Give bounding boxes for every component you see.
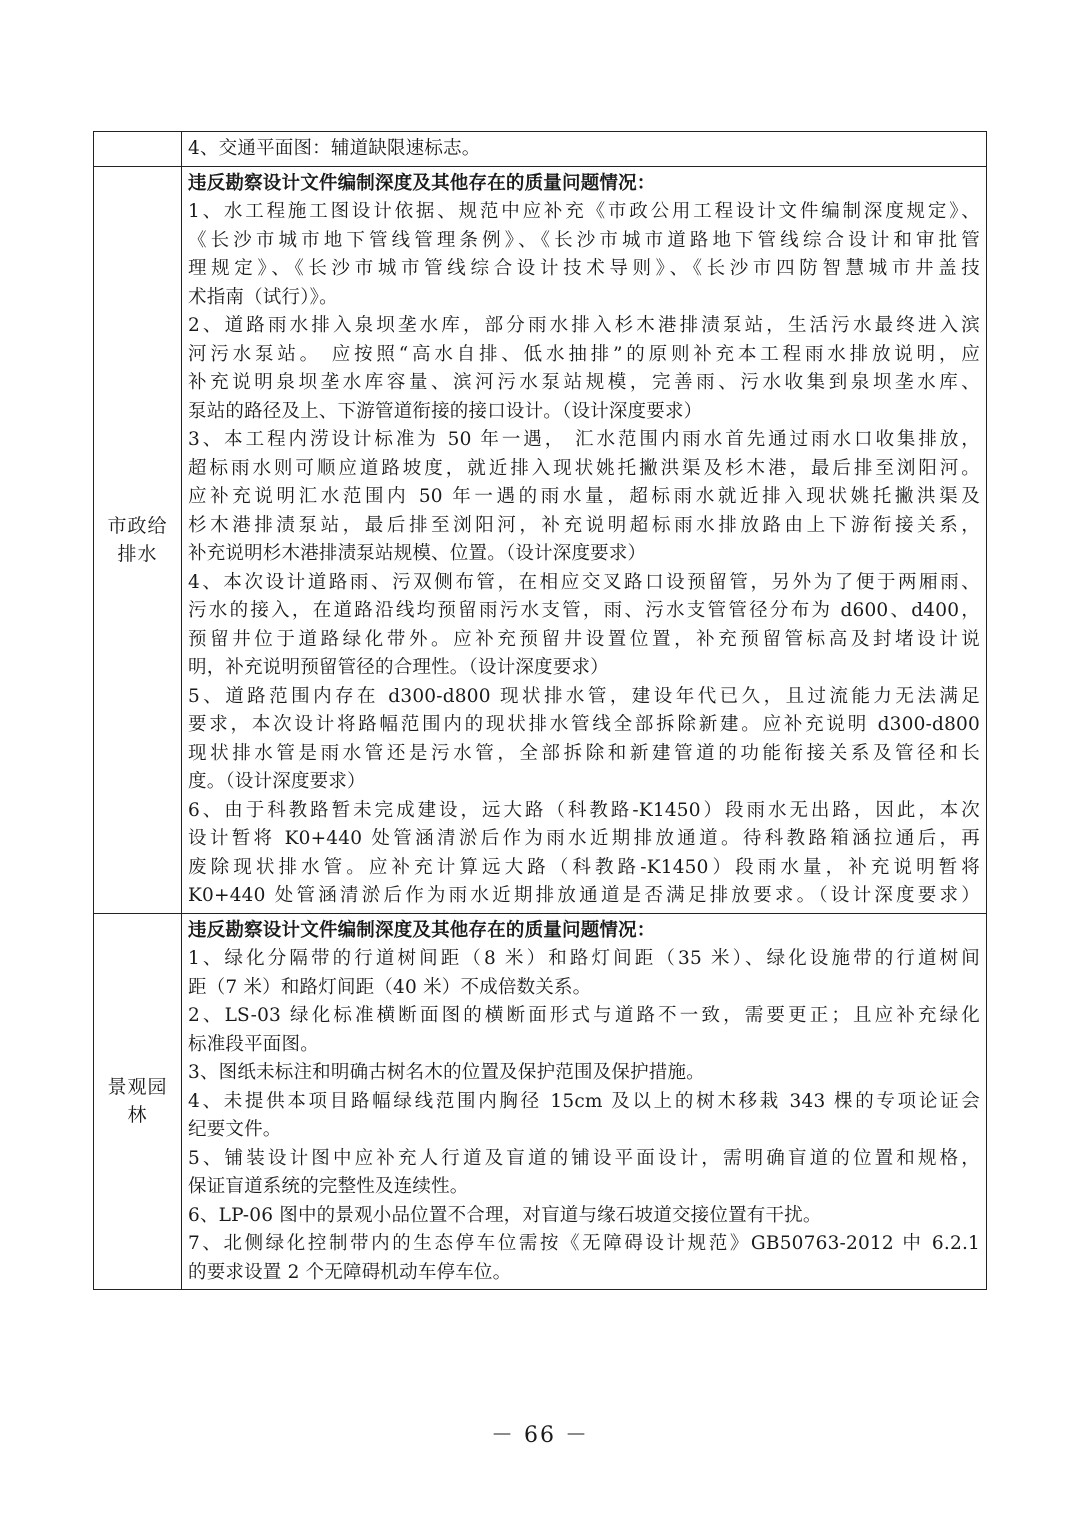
issue-text-line: 4、本次设计道路雨、污双侧布管，在相应交叉路口设预留管，另外为了便于两厢雨、 — [188, 571, 980, 593]
issue-text-line: 4、交通平面图：辅道缺限速标志。 — [188, 138, 481, 159]
category-label: 景观园 — [107, 1076, 168, 1099]
issues-table-body — [94, 132, 987, 1290]
issue-text-line: 要求，本次设计将路幅范围内的现状排水管线全部拆除新建。应补充说明 d300-d800 — [188, 714, 980, 735]
table-row — [94, 132, 987, 167]
category-label: 林 — [127, 1104, 148, 1127]
issue-text-line: 预留井位于道路绿化带外。应补充预留井设置位置，补充预留管标高及封堵设计说 — [188, 628, 980, 650]
issue-text-line: 2、道路雨水排入泉坝垄水库，部分雨水排入杉木港排渍泵站，生活污水最终进入滨 — [188, 315, 980, 336]
issue-text-line: 补充说明泉坝垄水库容量、滨河污水泵站规模，完善雨、污水收集到泉坝垄水库、 — [188, 372, 980, 393]
issue-text-line: K0+440 处管涵清淤后作为雨水近期排放通道是否满足排放要求。（设计深度要求） — [188, 885, 980, 906]
page-number: － 66 － — [491, 1423, 589, 1448]
issue-text-line: 现状排水管是雨水管还是污水管，全部拆除和新建管道的功能衔接关系及管径和长 — [188, 742, 980, 764]
issue-text-line: 的要求设置 2 个无障碍机动车停车位。 — [188, 1261, 512, 1283]
issue-text-line: 保证盲道系统的完整性及连续性。 — [188, 1176, 469, 1197]
category-cell — [94, 913, 182, 1290]
table-row — [94, 166, 987, 913]
issue-text-line: 1、绿化分隔带的行道树间距（8 米）和路灯间距（35 米）、绿化设施带的行道树间 — [188, 948, 980, 969]
issue-content-cell — [182, 913, 987, 1290]
table-row — [94, 913, 987, 1290]
issue-text-line: 3、图纸未标注和明确古树名木的位置及保护范围及保护措施。 — [188, 1062, 705, 1083]
issue-text-line: 6、LP-06 图中的景观小品位置不合理，对盲道与缘石坡道交接位置有干扰。 — [188, 1204, 822, 1226]
issue-text-line: 纪要文件。 — [188, 1119, 282, 1140]
issue-text-line: 理规定》、《长沙市城市管线综合设计技术导则》、《长沙市四防智慧城市井盖技 — [188, 258, 980, 279]
issue-text-line: 标准段平面图。 — [188, 1033, 319, 1055]
issue-text-line: 2、LS-03 绿化标准横断面图的横断面形式与道路不一致，需要更正；且应补充绿化 — [188, 1005, 980, 1026]
issue-text-line: 杉木港排渍泵站，最后排至浏阳河，补充说明超标雨水排放路由上下游衔接关系， — [188, 514, 980, 536]
issue-text-line: 污水的接入，在道路沿线均预留雨污水支管，雨、污水支管管径分布为 d600、d400， — [188, 600, 980, 621]
category-label: 排水 — [117, 542, 158, 565]
issue-text-line: 7、北侧绿化控制带内的生态停车位需按《无障碍设计规范》GB50763-2012 中 6.2.1 — [188, 1233, 980, 1254]
issue-text-line: 《长沙市城市地下管线管理条例》、《长沙市城市道路地下管线综合设计和审批管 — [188, 229, 980, 251]
issue-text-line: 术指南（试行）》。 — [188, 286, 338, 308]
issue-text-line: 5、铺装设计图中应补充人行道及盲道的铺设平面设计，需明确盲道的位置和规格， — [188, 1147, 980, 1169]
issue-text-line: 河污水泵站。 应按照“高水自排、低水抽排”的原则补充本工程雨水排放说明，应 — [188, 343, 980, 365]
issue-text-line: 明，补充说明预留管径的合理性。（设计深度要求） — [188, 657, 609, 678]
category-cell — [94, 166, 182, 913]
section-heading: 违反勘察设计文件编制深度及其他存在的质量问题情况： — [188, 919, 656, 941]
issue-text-line: 距（7 米）和路灯间距（40 米）不成倍数关系。 — [188, 976, 592, 998]
issue-text-line: 超标雨水则可顺应道路坡度，就近排入现状姚托撇洪渠及杉木港，最后排至浏阳河。 — [188, 457, 980, 479]
issues-table — [93, 131, 987, 1290]
issue-text-line: 应补充说明汇水范围内 50 年一遇的雨水量，超标雨水就近排入现状姚托撇洪渠及 — [188, 486, 980, 507]
issue-text-line: 3、本工程内涝设计标准为 50 年一遇， 汇水范围内雨水首先通过雨水口收集排放， — [188, 429, 980, 450]
issue-text-line: 废除现状排水管。应补充计算远大路（科教路-K1450）段雨水量，补充说明暂将 — [188, 856, 980, 878]
issue-text-line: 5、道路范围内存在 d300-d800 现状排水管，建设年代已久，且过流能力无法满足 — [188, 685, 980, 707]
issue-text-line: 4、未提供本项目路幅绿线范围内胸径 15cm 及以上的树木移栽 343 棵的专项论证会 — [188, 1090, 980, 1112]
issue-text-line: 设计暂将 K0+440 处管涵清淤后作为雨水近期排放通道。待科教路箱涵拉通后，再 — [188, 828, 980, 849]
issue-text-line: 1、水工程施工图设计依据、规范中应补充《市政公用工程设计文件编制深度规定》、 — [188, 201, 980, 222]
issue-text-line: 度。（设计深度要求） — [188, 771, 366, 792]
section-heading: 违反勘察设计文件编制深度及其他存在的质量问题情况： — [188, 172, 656, 194]
issue-text-line: 泵站的路径及上、下游管道衔接的接口设计。（设计深度要求） — [188, 400, 703, 422]
category-label: 市政给 — [107, 514, 168, 537]
category-cell — [94, 132, 182, 167]
issue-content-cell — [182, 166, 987, 913]
issue-content-cell — [182, 132, 987, 167]
issue-text-line: 补充说明杉木港排渍泵站规模、位置。（设计深度要求） — [188, 543, 647, 564]
issue-text-line: 6、由于科教路暂未完成建设，远大路（科教路-K1450）段雨水无出路，因此，本次 — [188, 799, 980, 821]
